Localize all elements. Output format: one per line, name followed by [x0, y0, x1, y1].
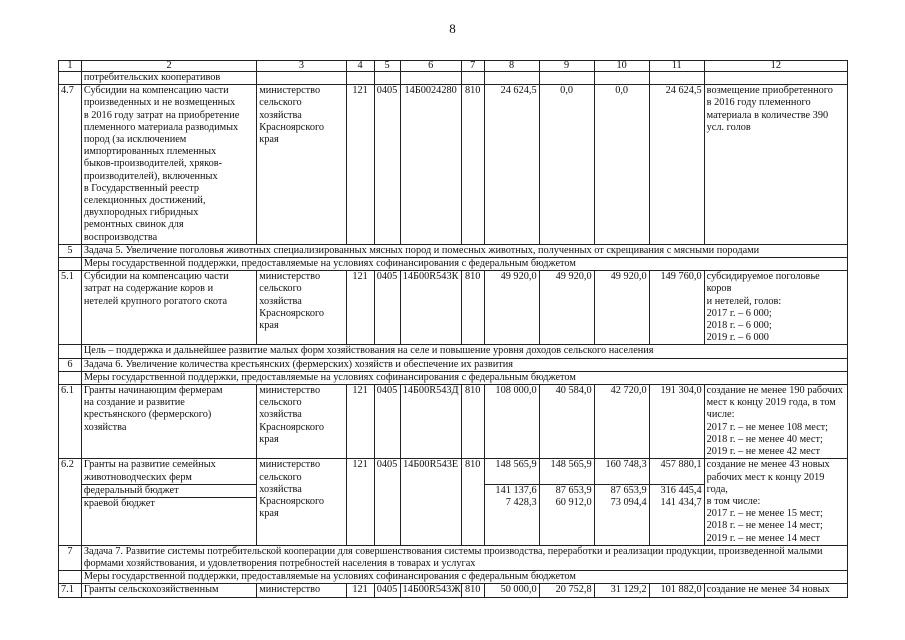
cell-csr: 14Б00R543Д [400, 385, 461, 459]
cell-2017: 49 920,0 [484, 271, 539, 345]
table-row-measures [59, 571, 848, 584]
cell-vr: 810 [461, 584, 484, 597]
table-row-6-2 [59, 459, 848, 545]
cell-2017: 50 000,0 [484, 584, 539, 597]
cell-total: 149 760,0 [649, 271, 704, 345]
cell-no: 5 [59, 244, 82, 257]
header-cell: 12 [704, 61, 847, 72]
header-cell: 7 [461, 61, 484, 72]
header-cell: 10 [594, 61, 649, 72]
header-cell: 11 [649, 61, 704, 72]
cell-executor: министерство сельского хозяйства Красноярского края [257, 459, 346, 545]
cell-2019: 42 720,0 [594, 385, 649, 459]
table-row-measures [59, 371, 848, 384]
measures-text: Меры государственной поддержки, предоставляемые на условиях софинансирования с федеральным бюджетом [81, 371, 847, 384]
table-row-continuation [59, 72, 848, 85]
cell-result: создание не менее 34 новых [704, 584, 847, 597]
cell-no: 6.2 [59, 459, 82, 545]
task-text: Задача 7. Развитие системы потребительской кооперации для совершенствования системы производства, переработки и реализации продукции, произведенной малыми формами хозяйствования, и удовлетворения потребностей населения в товарах и услугах [81, 545, 847, 570]
table-row-7-1 [59, 584, 848, 597]
cell-2017: 108 000,0 [484, 385, 539, 459]
cell-grbs: 121 [346, 459, 374, 545]
table-row-5-1 [59, 271, 848, 345]
task-text: Задача 6. Увеличение количества крестьянских (фермерских) хозяйств и обеспечение их развития [81, 358, 847, 371]
table-row-measures [59, 258, 848, 271]
cell-rzpr: 0405 [374, 385, 400, 459]
cell-2018: 40 584,0 [539, 385, 594, 459]
cell-csr: 14Б00R543Ж [400, 584, 461, 597]
cell-csr: 14Б00R543К [400, 271, 461, 345]
cell-grbs: 121 [346, 85, 374, 245]
header-cell: 5 [374, 61, 400, 72]
header-cell: 6 [400, 61, 461, 72]
header-cell: 1 [59, 61, 82, 72]
fed-budget-label: федеральный бюджет [82, 484, 256, 497]
cell-no: 6.1 [59, 385, 82, 459]
cell-2018: 148 565,9 87 653,9 60 912,0 [539, 459, 594, 545]
cell-vr: 810 [461, 385, 484, 459]
budget-table [58, 60, 848, 598]
cell-2017: 148 565,9 141 137,6 7 428,3 [484, 459, 539, 545]
cell-rzpr: 0405 [374, 85, 400, 245]
measures-text: Меры государственной поддержки, предоставляемые на условиях софинансирования с федеральным бюджетом [81, 571, 847, 584]
page-number: 8 [449, 21, 456, 36]
cell-executor: министерство сельского хозяйства Красноярского края [257, 385, 346, 459]
cell-vr: 810 [461, 459, 484, 545]
cell-2019: 0,0 [594, 85, 649, 245]
cell-2018: 49 920,0 [539, 271, 594, 345]
cell-executor: министерство сельского хозяйства Красноярского края [257, 271, 346, 345]
cell-name: Гранты на развитие семейных животноводческих ферм федеральный бюджет краевой бюджет [81, 459, 256, 545]
cell-grbs: 121 [346, 584, 374, 597]
cell-name: Субсидии на компенсацию части произведенных и не возмещенных в 2016 году затрат на приобретение племенного материала разводимых пород (за исключением импортированных племенных быков-производителей, хряков- производителей), включенных в Государственный реестр селекционных достижений, двухпородных гибридных ремонтных свинок для воспроизводства [81, 85, 256, 245]
cell-2017: 24 624,5 [484, 85, 539, 245]
header-cell: 8 [484, 61, 539, 72]
cell-no: 5.1 [59, 271, 82, 345]
cell-result: создание не менее 190 рабочих мест к концу 2019 года, в том числе: 2017 г. – не менее 108 мест; 2018 г. – не менее 40 мест; 2019 г. – не менее 42 мест [704, 385, 847, 459]
cell-result: создание не менее 43 новых рабочих мест к концу 2019 года, в том числе: 2017 г. – не менее 15 мест; 2018 г. – не менее 14 мест; 2019 г. – не менее 14 мест [704, 459, 847, 545]
cell-2019: 160 748,3 87 653,9 73 094,4 [594, 459, 649, 545]
table-row-task-6 [59, 358, 848, 371]
cell-rzpr: 0405 [374, 271, 400, 345]
cell-result: субсидируемое поголовье коров и нетелей, голов: 2017 г. – 6 000; 2018 г. – 6 000; 2019 г. – 6 000 [704, 271, 847, 345]
cell-total: 101 882,0 [649, 584, 704, 597]
header-cell: 3 [257, 61, 346, 72]
cell-executor: министерство [257, 584, 346, 597]
cell-no: 7 [59, 545, 82, 570]
cell-grbs: 121 [346, 271, 374, 345]
cell-name: потребительских кооперативов [81, 72, 256, 85]
cell-grbs: 121 [346, 385, 374, 459]
cell-no: 4.7 [59, 85, 82, 245]
cell-csr: 14Б0024280 [400, 85, 461, 245]
task-text: Задача 5. Увеличение поголовья животных специализированных мясных пород и помесных животных, полученных от скрещивания с мясными породами [81, 244, 847, 257]
table-row-task-7 [59, 545, 848, 570]
cell-2019: 31 129,2 [594, 584, 649, 597]
header-cell: 4 [346, 61, 374, 72]
cell-2018: 0,0 [539, 85, 594, 245]
cell-vr: 810 [461, 271, 484, 345]
header-cell: 2 [81, 61, 256, 72]
cell-2018: 20 752,8 [539, 584, 594, 597]
cell-total: 24 624,5 [649, 85, 704, 245]
table-row-6-1 [59, 385, 848, 459]
cell-name: Гранты начинающим фермерам на создание и развитие крестьянского (фермерского) хозяйства [81, 385, 256, 459]
cell-executor: министерство сельского хозяйства Красноярского края [257, 85, 346, 245]
cell-csr: 14Б00R543Е [400, 459, 461, 545]
cell-rzpr: 0405 [374, 459, 400, 545]
reg-budget-label: краевой бюджет [82, 497, 256, 534]
table-row-goal [59, 345, 848, 358]
cell-total: 191 304,0 [649, 385, 704, 459]
cell-rzpr: 0405 [374, 584, 400, 597]
cell-name: Гранты сельскохозяйственным [81, 584, 256, 597]
cell-no: 6 [59, 358, 82, 371]
goal-text: Цель – поддержка и дальнейшее развитие малых форм хозяйствования на селе и повышение уровня доходов сельского населения [81, 345, 847, 358]
measures-text: Меры государственной поддержки, предоставляемые на условиях софинансирования с федеральным бюджетом [81, 258, 847, 271]
cell-no: 7.1 [59, 584, 82, 597]
table-row-4-7 [59, 85, 848, 245]
cell-name: Субсидии на компенсацию части затрат на содержание коров и нетелей крупного рогатого скота [81, 271, 256, 345]
table-row-task-5 [59, 244, 848, 257]
cell-2019: 49 920,0 [594, 271, 649, 345]
header-cell: 9 [539, 61, 594, 72]
cell-result: возмещение приобретенного в 2016 году племенного материала в количестве 390 усл. голов [704, 85, 847, 245]
header-row [59, 61, 848, 72]
cell-total: 457 880,1 316 445,4 141 434,7 [649, 459, 704, 545]
cell-vr: 810 [461, 85, 484, 245]
